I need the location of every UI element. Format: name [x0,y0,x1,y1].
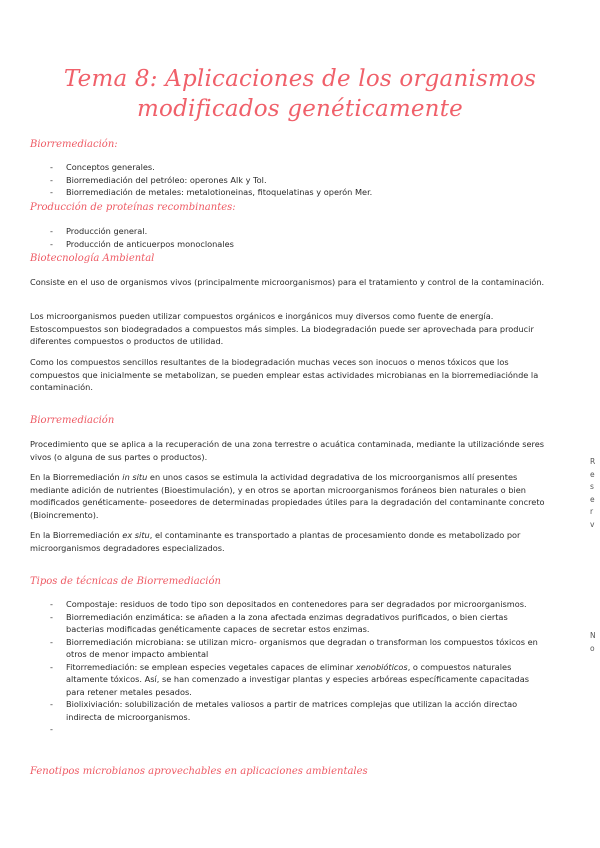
proteinas-index-list [46,225,546,250]
text: , o compuestos naturales altamente tóxicos. Así, se han comenzado a investigar plantas y especies arbóreas específicamente capacitadas para retener metales pesados. [66,661,530,697]
tipos-list [46,598,546,736]
side-letter: R [590,457,596,466]
text: En la Biorremediación [30,530,123,540]
list-item [46,661,546,699]
section-heading-biotecnologia: Biotecnología Ambiental [30,253,155,264]
paragraph-ex-situ [30,529,545,554]
list-item: - Producción de anticuerpos monoclonales [46,238,546,251]
biorremediacion-index-list [46,161,546,199]
section-heading-biorremediacion: Biorremediación [30,415,115,426]
section-heading-fenotipos: Fenotipos microbianos aprovechables en aplicaciones ambientales [30,766,368,777]
paragraph: Consiste en el uso de organismos vivos (principalmente microorganismos) para el tratamiento y control de la contaminación. [30,277,545,287]
list-item: - Biolixiviación: solubilización de metales valiosos a partir de matrices complejas que utilizan la acción directao indirecta de microorganismos. [46,698,546,723]
paragraph-in-situ [30,471,545,521]
side-letter: e [590,494,595,504]
side-letter: s [590,482,594,491]
side-letter: o [590,643,595,653]
text: , el contaminante es transportado a plantas de procesamiento donde es metabolizado por microorganismos degradadores especializados. [30,530,521,553]
list-item: - Biorremediación enzimática: se añaden a la zona afectada enzimas degradativos purificados, o bien ciertas bacterias modificadas genéticamente capaces de secretar estos enzimas. [46,611,546,636]
list-item: - Biorremediación microbiana: se utilizan micro- organismos que degradan o transforman los compuestos tóxicos en otros de menor impacto ambiental [46,636,546,661]
side-letter: r [590,507,594,516]
side-letter: N [590,631,596,640]
page-title: Tema 8: Aplicaciones de los organismos modificados genéticamente [63,66,537,122]
section-heading-biorremediacion-index: Biorremediación: [30,139,118,150]
text: Fitorremediación: se emplean especies vegetales capaces de eliminar [66,661,356,672]
emphasis: xenobióticos [355,661,408,672]
list-item: - Compostaje: residuos de todo tipo son depositados en contenedores para ser degradados por microorganismos. [46,598,546,611]
list-item-empty [46,723,546,736]
text: En la Biorremediación [30,472,123,482]
side-watermark-text-bottom [590,630,600,655]
emphasis: ex situ [122,530,150,540]
list-item: - Producción general. [46,225,546,238]
emphasis: in situ [122,472,148,482]
section-heading-proteinas-index: Producción de proteínas recombinantes: [30,202,236,213]
side-watermark-text-top [590,456,600,531]
side-letter: v [590,519,595,529]
list-item: - Biorremediación de metales: metalotioneinas, fitoquelatinas y operón Mer. [46,186,546,199]
paragraph: Los microorganismos pueden utilizar compuestos orgánicos e inorgánicos muy diversos como fuente de energía. Estoscompuestos son biodegradados a compuestos más simples. La biodegradación puede ser aprovechada para producir diferentes compuestos o productos de utilidad. [30,311,534,346]
list-item: - Conceptos generales. [46,161,546,174]
section-heading-tipos: Tipos de técnicas de Biorremediación [30,576,221,587]
paragraph: Como los compuestos sencillos resultantes de la biodegradación muchas veces son inocuos o menos tóxicos que los compuestos que inicialmente se metabolizan, se pueden emplear estas actividades microbianas en la biorremediaciónde la contaminación. [30,357,539,392]
paragraph: Procedimiento que se aplica a la recuperación de una zona terrestre o acuática contaminada, mediante la utilizaciónde seres vivos (o alguna de sus partes o productos). [30,439,545,462]
list-item: - Biorremediación del petróleo: operones Alk y Tol. [46,174,546,187]
text: en unos casos se estimula la actividad degradativa de los microorganismos allí presentes mediante adición de nutrientes (Bioestimulación), y en otros se aportan microorganismos foráneos bien naturales o bien modificados genéticamente- poseedores de determinadas propiedades útiles para la degradación del contaminante concreto (Bioincremento). [30,472,545,520]
side-letter: e [590,469,595,479]
